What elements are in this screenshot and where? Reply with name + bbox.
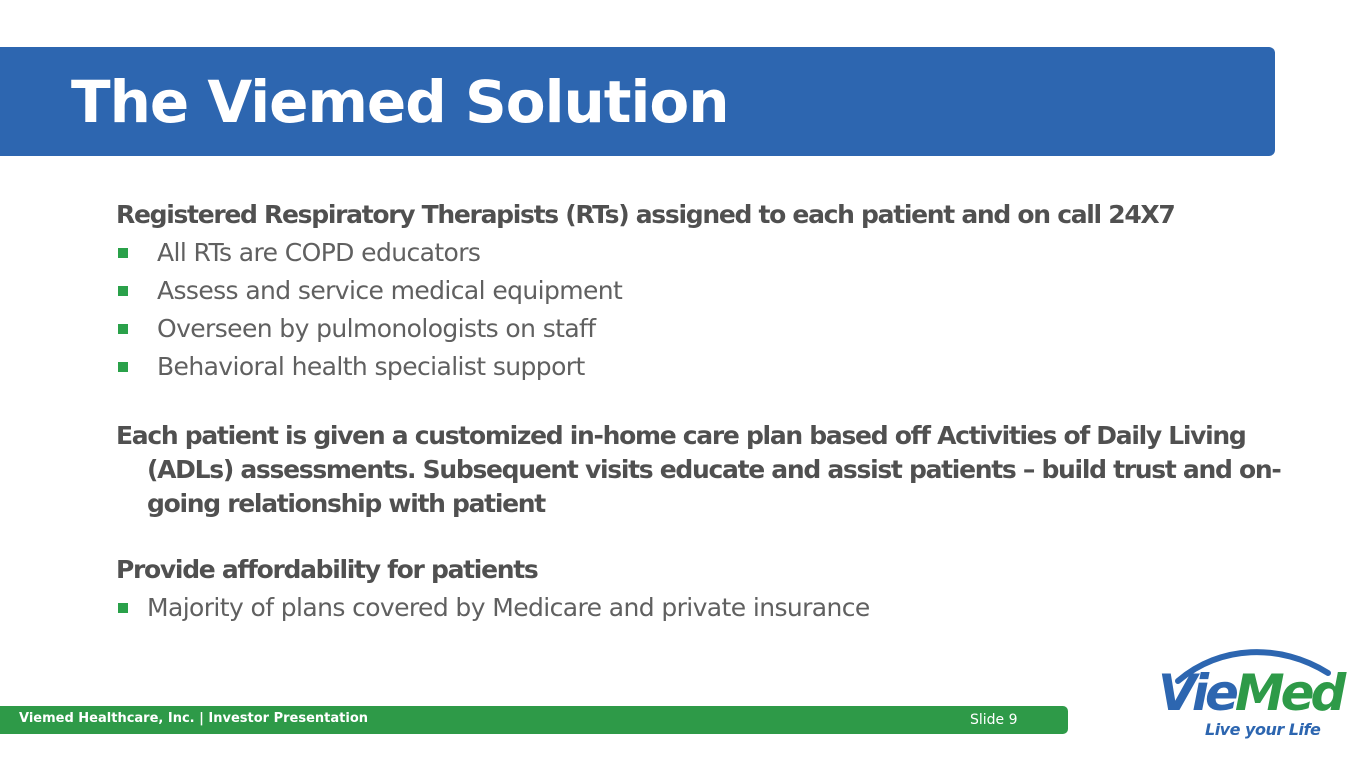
bullet-text: Behavioral health specialist support (157, 352, 585, 381)
logo-wordmark (1158, 663, 1342, 723)
list-item (116, 348, 1276, 386)
footer-text: Viemed Healthcare, Inc. | Investor Presentation (19, 711, 369, 726)
list-item (116, 234, 1276, 272)
bullet-text: All RTs are COPD educators (157, 238, 481, 267)
logo-word-vie: Vie (1158, 664, 1235, 722)
bullet-square-icon (118, 286, 128, 296)
bullet-text: Overseen by pulmonologists on staff (157, 314, 596, 343)
bullet-square-icon (118, 324, 128, 334)
logo-tagline: Live your Life (1205, 720, 1321, 739)
section-3-heading: Provide affordability for patients (116, 555, 538, 584)
spacer (116, 386, 1276, 419)
spacer (116, 521, 1276, 551)
section-1-heading: Registered Respiratory Therapists (RTs) assigned to each patient and on call 24X7 (116, 200, 1175, 229)
bullet-text: Assess and service medical equipment (157, 276, 623, 305)
list-item (116, 589, 1276, 627)
list-item (116, 310, 1276, 348)
viemed-logo (1150, 645, 1343, 745)
slide-number: Slide 9 (970, 712, 1018, 728)
bullet-text: Majority of plans covered by Medicare and private insurance (147, 593, 870, 622)
logo-word-med: Med (1234, 664, 1343, 722)
section-1-bullets (116, 234, 1276, 386)
bullet-square-icon (118, 603, 128, 613)
bullet-square-icon (118, 248, 128, 258)
section-2-heading: Each patient is given a customized in-home care plan based off Activities of Daily Living (ADLs) assessments. Subsequent visits educate and assist patients – build trust and on-going relationship with patient (116, 421, 1281, 518)
slide-content (116, 196, 1281, 627)
list-item (116, 272, 1276, 310)
slide-title: The Viemed Solution (71, 68, 729, 136)
bullet-square-icon (118, 362, 128, 372)
section-3-bullets (116, 589, 1276, 627)
